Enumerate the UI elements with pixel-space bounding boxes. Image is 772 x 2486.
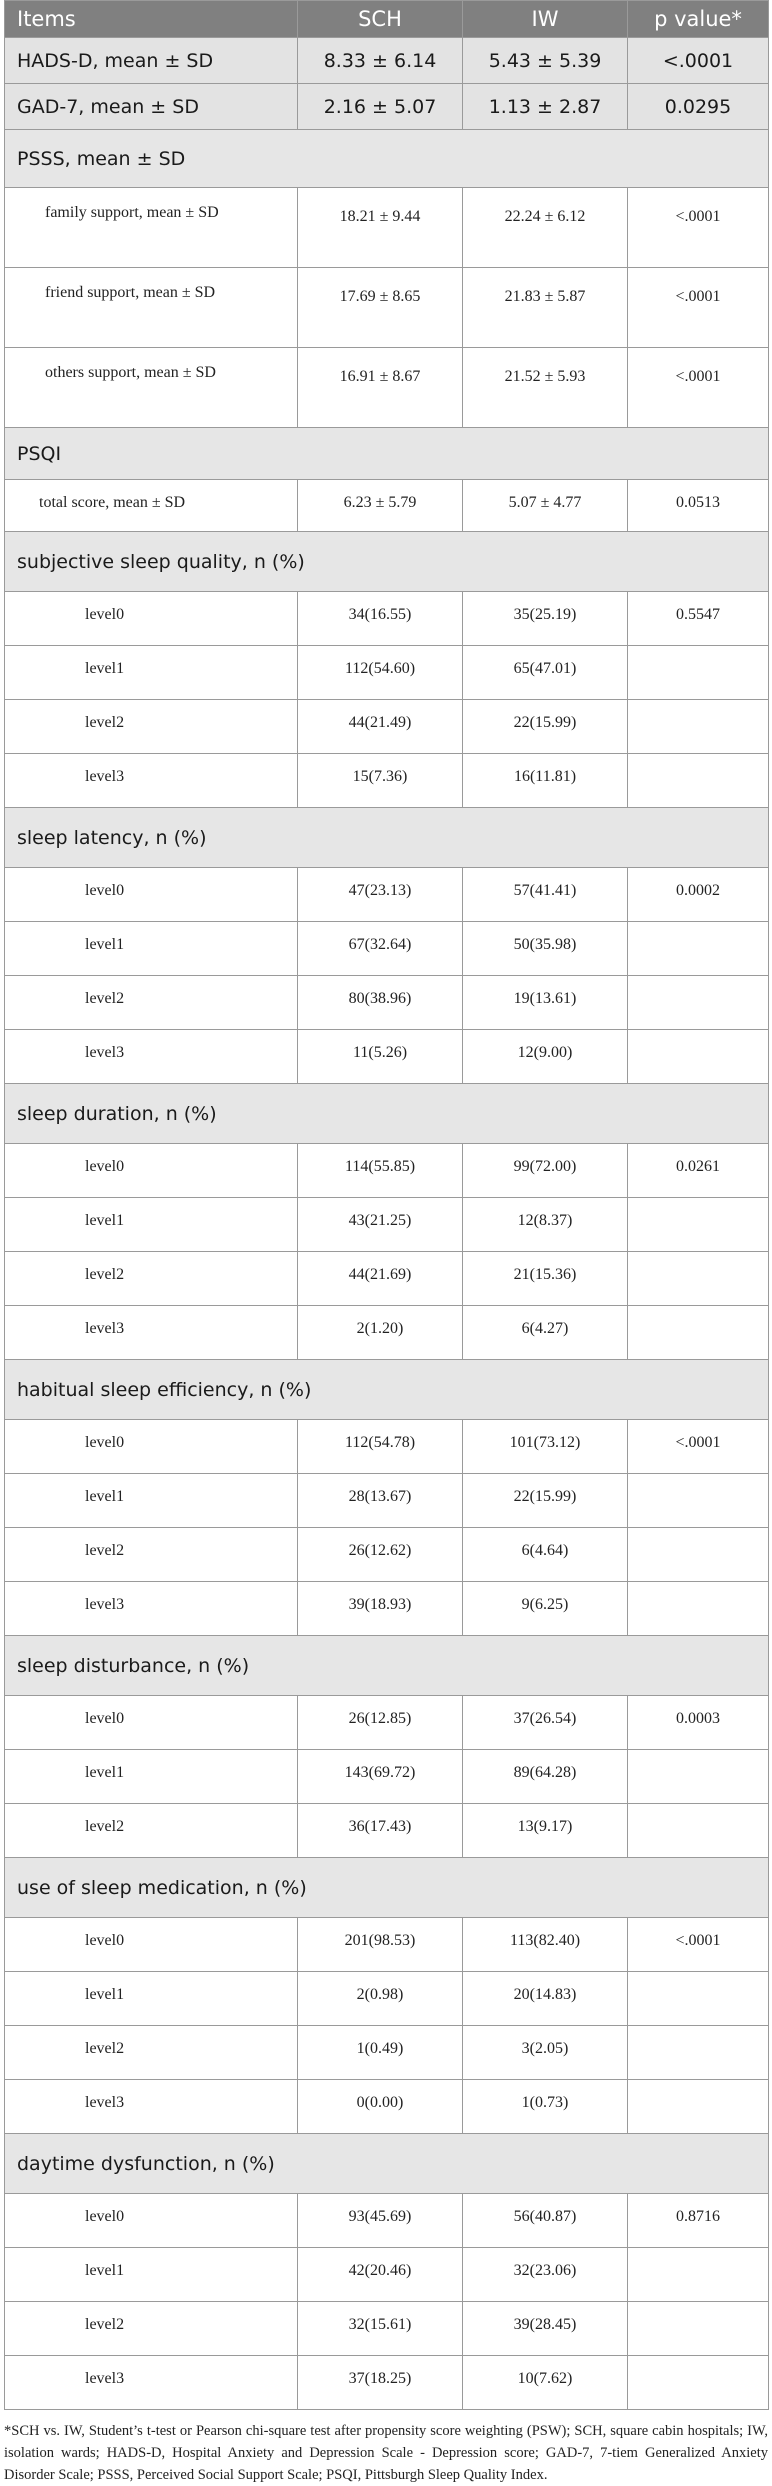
table-row [5,1306,769,1360]
p-value [628,1972,769,2026]
sch-value: 112(54.78) [298,1420,463,1474]
row-label: level3 [5,1582,298,1636]
table-row [5,922,769,976]
row-label: level0 [5,1144,298,1198]
p-value [628,1804,769,1858]
table-row [5,188,769,268]
p-value: 0.5547 [628,592,769,646]
table-row [5,2356,769,2410]
table-row [5,1972,769,2026]
table-row [5,1528,769,1582]
sch-value: 39(18.93) [298,1582,463,1636]
row-label: level3 [5,1306,298,1360]
p-value [628,1528,769,1582]
table-row [5,2302,769,2356]
section-title: sleep disturbance, n (%) [5,1636,769,1696]
sch-value: 8.33 ± 6.14 [298,38,463,84]
p-value [628,700,769,754]
section-title: sleep latency, n (%) [5,808,769,868]
iw-value: 37(26.54) [463,1696,628,1750]
row-label: level1 [5,1972,298,2026]
p-value [628,1252,769,1306]
p-value: 0.0295 [628,84,769,130]
table-row [5,268,769,348]
row-label: others support, mean ± SD [5,348,298,428]
row-label: level1 [5,646,298,700]
iw-value: 21.52 ± 5.93 [463,348,628,428]
section-title: daytime dysfunction, n (%) [5,2134,769,2194]
row-label: level1 [5,1750,298,1804]
iw-value: 1(0.73) [463,2080,628,2134]
p-value: 0.0261 [628,1144,769,1198]
iw-value: 35(25.19) [463,592,628,646]
table-row [5,1696,769,1750]
p-value: <.0001 [628,188,769,268]
iw-value: 5.07 ± 4.77 [463,480,628,532]
row-label: GAD-7, mean ± SD [5,84,298,130]
table-row [5,1582,769,1636]
iw-value: 21(15.36) [463,1252,628,1306]
p-value: <.0001 [628,38,769,84]
iw-value: 101(73.12) [463,1420,628,1474]
section-header-component [5,2134,769,2194]
p-value [628,2356,769,2410]
row-label: level3 [5,2356,298,2410]
summary-row-gad [5,84,769,130]
table-row [5,2026,769,2080]
p-value: 0.0513 [628,480,769,532]
table-body [5,38,769,2410]
iw-value: 32(23.06) [463,2248,628,2302]
row-label: level0 [5,1918,298,1972]
summary-row-hads [5,38,769,84]
sch-value: 93(45.69) [298,2194,463,2248]
iw-value: 5.43 ± 5.39 [463,38,628,84]
sch-value: 44(21.49) [298,700,463,754]
p-value: <.0001 [628,268,769,348]
iw-value: 99(72.00) [463,1144,628,1198]
table-row [5,1030,769,1084]
row-label: level2 [5,2026,298,2080]
row-label: level1 [5,2248,298,2302]
section-header-psqi [5,428,769,480]
results-table [4,0,769,2410]
p-value: 0.0003 [628,1696,769,1750]
iw-value: 6(4.64) [463,1528,628,1582]
table-row [5,976,769,1030]
iw-value: 12(9.00) [463,1030,628,1084]
header-items: Items [5,1,298,38]
table-row [5,700,769,754]
sch-value: 44(21.69) [298,1252,463,1306]
row-label: family support, mean ± SD [5,188,298,268]
header-row [5,1,769,38]
table-row [5,2080,769,2134]
iw-value: 9(6.25) [463,1582,628,1636]
sch-value: 67(32.64) [298,922,463,976]
p-value: 0.0002 [628,868,769,922]
row-label: HADS-D, mean ± SD [5,38,298,84]
iw-value: 1.13 ± 2.87 [463,84,628,130]
row-label: level3 [5,754,298,808]
row-label: level0 [5,592,298,646]
row-label: level0 [5,2194,298,2248]
sch-value: 34(16.55) [298,592,463,646]
iw-value: 56(40.87) [463,2194,628,2248]
sch-value: 26(12.85) [298,1696,463,1750]
iw-value: 21.83 ± 5.87 [463,268,628,348]
section-header-psss [5,130,769,188]
iw-value: 12(8.37) [463,1198,628,1252]
table-row [5,2194,769,2248]
sch-value: 2.16 ± 5.07 [298,84,463,130]
iw-value: 20(14.83) [463,1972,628,2026]
sch-value: 28(13.67) [298,1474,463,1528]
sch-value: 15(7.36) [298,754,463,808]
section-header-component [5,808,769,868]
sch-value: 36(17.43) [298,1804,463,1858]
table-row [5,754,769,808]
row-label: level2 [5,1252,298,1306]
header-iw: IW [463,1,628,38]
section-header-component [5,1858,769,1918]
section-title: sleep duration, n (%) [5,1084,769,1144]
sch-value: 11(5.26) [298,1030,463,1084]
row-label: level2 [5,976,298,1030]
sch-value: 2(1.20) [298,1306,463,1360]
sch-value: 32(15.61) [298,2302,463,2356]
p-value [628,2080,769,2134]
p-value [628,1582,769,1636]
p-value: 0.8716 [628,2194,769,2248]
row-label: level2 [5,2302,298,2356]
table-row [5,1804,769,1858]
section-header-component [5,532,769,592]
row-label: level2 [5,700,298,754]
section-title: use of sleep medication, n (%) [5,1858,769,1918]
p-value [628,1198,769,1252]
sch-value: 2(0.98) [298,1972,463,2026]
sch-value: 37(18.25) [298,2356,463,2410]
sch-value: 47(23.13) [298,868,463,922]
iw-value: 50(35.98) [463,922,628,976]
section-title: subjective sleep quality, n (%) [5,532,769,592]
table-row [5,1198,769,1252]
iw-value: 39(28.45) [463,2302,628,2356]
sch-value: 43(21.25) [298,1198,463,1252]
iw-value: 13(9.17) [463,1804,628,1858]
sch-value: 112(54.60) [298,646,463,700]
row-label: total score, mean ± SD [5,480,298,532]
sch-value: 0(0.00) [298,2080,463,2134]
p-value [628,976,769,1030]
sch-value: 143(69.72) [298,1750,463,1804]
section-header-component [5,1636,769,1696]
row-label: level3 [5,1030,298,1084]
iw-value: 22.24 ± 6.12 [463,188,628,268]
p-value: <.0001 [628,348,769,428]
table-row [5,480,769,532]
iw-value: 10(7.62) [463,2356,628,2410]
table-row [5,592,769,646]
header-p-value: p value* [628,1,769,38]
table-container [4,0,768,2410]
row-label: level0 [5,868,298,922]
table-footnote: *SCH vs. IW, Student’s t-test or Pearson chi-square test after propensity score weighting (PSW); SCH, square cabin hospitals; IW, isolation wards; HADS-D, Hospital Anxiety and Depression Scale - Depression score; GAD-7, 7-tiem Generalized Anxiety Disorder Scale; PSSS, Perceived Social Support Scale; PSQI, Pittsburgh Sleep Quality Index. [4,2423,768,2483]
sch-value: 16.91 ± 8.67 [298,348,463,428]
table-row [5,1420,769,1474]
row-label: level3 [5,2080,298,2134]
table-row [5,868,769,922]
p-value [628,1306,769,1360]
iw-value: 65(47.01) [463,646,628,700]
p-value [628,922,769,976]
iw-value: 16(11.81) [463,754,628,808]
sch-value: 42(20.46) [298,2248,463,2302]
p-value [628,1030,769,1084]
iw-value: 22(15.99) [463,1474,628,1528]
sch-value: 17.69 ± 8.65 [298,268,463,348]
sch-value: 26(12.62) [298,1528,463,1582]
row-label: level1 [5,1198,298,1252]
section-title: PSSS, mean ± SD [5,130,769,188]
p-value [628,646,769,700]
p-value [628,2248,769,2302]
table-row [5,1750,769,1804]
sch-value: 6.23 ± 5.79 [298,480,463,532]
p-value [628,2026,769,2080]
row-label: friend support, mean ± SD [5,268,298,348]
sch-value: 114(55.85) [298,1144,463,1198]
table-row [5,1474,769,1528]
section-title: PSQI [5,428,769,480]
row-label: level0 [5,1420,298,1474]
p-value [628,754,769,808]
p-value [628,1750,769,1804]
row-label: level2 [5,1528,298,1582]
header-sch: SCH [298,1,463,38]
iw-value: 113(82.40) [463,1918,628,1972]
table-row [5,1252,769,1306]
iw-value: 3(2.05) [463,2026,628,2080]
row-label: level0 [5,1696,298,1750]
sch-value: 201(98.53) [298,1918,463,1972]
row-label: level1 [5,922,298,976]
row-label: level1 [5,1474,298,1528]
section-header-component [5,1084,769,1144]
section-header-component [5,1360,769,1420]
iw-value: 19(13.61) [463,976,628,1030]
sch-value: 1(0.49) [298,2026,463,2080]
sch-value: 18.21 ± 9.44 [298,188,463,268]
iw-value: 6(4.27) [463,1306,628,1360]
table-row [5,348,769,428]
iw-value: 89(64.28) [463,1750,628,1804]
table-row [5,646,769,700]
table-row [5,1918,769,1972]
p-value: <.0001 [628,1918,769,1972]
p-value [628,1474,769,1528]
p-value [628,2302,769,2356]
p-value: <.0001 [628,1420,769,1474]
section-title: habitual sleep efficiency, n (%) [5,1360,769,1420]
sch-value: 80(38.96) [298,976,463,1030]
row-label: level2 [5,1804,298,1858]
table-row [5,2248,769,2302]
iw-value: 57(41.41) [463,868,628,922]
table-row [5,1144,769,1198]
iw-value: 22(15.99) [463,700,628,754]
